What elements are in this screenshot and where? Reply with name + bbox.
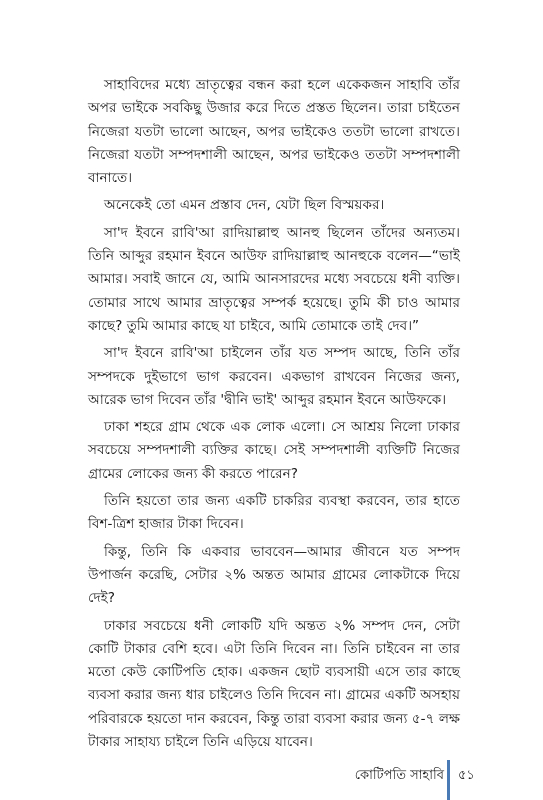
paragraph-6: তিনি হয়তো তার জন্য একটি চাকরির ব্যবস্থা করবেন, তার হাতে বিশ-ত্রিশ হাজার টাকা দিবেন। (88, 493, 460, 533)
page-footer (0, 760, 543, 800)
footer-divider (447, 760, 450, 800)
paragraph-1: সাহাবিদের মধ্যে ভ্রাতৃত্বের বন্ধন করা হলে একেকজন সাহাবি তাঁর অপর ভাইকে সবকিছু উজার করে দিতে প্রস্তত ছিলেন। তারা চাইতেন নিজেরা যতটা ভালো আছেন, অপর ভাইকেও ততটা ভালো রাখতে। নিজেরা যতটা সম্পদশালী আছেন, অপর ভাইকেও ততটা সম্পদশালী বানাতে। (88, 77, 460, 187)
paragraph-7: কিন্তু, তিনি কি একবার ভাববেন—আমার জীবনে যত সম্পদ উপার্জন করেছি, সেটার ২% অন্তত আমার গ্রামের লোকটাকে দিয়ে দেই? (88, 543, 460, 607)
paragraph-2: অনেকেই তো এমন প্রস্তাব দেন, যেটা ছিল বিস্ময়কর। (104, 197, 385, 214)
paragraph-8: ঢাকার সবচেয়ে ধনী লোকটি যদি অন্তত ২% সম্পদ দেন, সেটা কোটি টাকার বেশি হবে। এটা তিনি দিবেন না। তিনি চাইবেন না তার মতো কেউ কোটিপতি হোক। একজন ছোট ব্যবসায়ী এসে তার কাছে ব্যবসা করার জন্য ধার চাইলেও তিনি দিবেন না। গ্রামের একটি অসহায় পরিবারকে হয়তো দান করবেন, কিন্তু তারা ব্যবসা করার জন্য ৫-৭ লক্ষ টাকার সাহায্য চাইলে তিনি এড়িয়ে যাবেন। (88, 617, 460, 751)
paragraph-5: ঢাকা শহরে গ্রাম থেকে এক লোক এলো। সে আশ্রয় নিলো ঢাকার সবচেয়ে সম্পদশালী ব্যক্তির কাছে। সেই সম্পদশালী ব্যক্তিটি নিজের গ্রামের লোকের জন্য কী করতে পারেন? (88, 419, 460, 482)
running-title: কোটিপতি সাহাবি (354, 768, 444, 783)
paragraph-3: সা'দ ইবনে রাবি'আ রাদিয়াল্লাহু আনহু ছিলেন তাঁদের অন্যতম। তিনি আব্দুর রহমান ইবনে আউফ রাদিয়াল্লাহু আনহুকে বলেন—“ভাই আমার। সবাই জানে যে, আমি আনসারদের মধ্যে সবচেয়ে ধনী ব্যক্তি। তোমার সাথে আমার ভ্রাতৃত্বের সম্পর্ক হয়েছে। তুমি কী চাও আমার কাছে? তুমি আমার কাছে যা চাইবে, আমি তোমাকে তাই দেব।” (88, 224, 460, 334)
page-number: ৫১ (458, 768, 475, 783)
paragraph-4: সা'দ ইবনে রাবি'আ চাইলেন তাঁর যত সম্পদ আছে, তিনি তাঁর সম্পদকে দুইভাগে ভাগ করবেন। একভাগ রাখবেন নিজের জন্য, আরেক ভাগ দিবেন তাঁর 'দ্বীনি ভাই' আব্দুর রহমান ইবনে আউফকে। (88, 345, 460, 408)
page-body (88, 74, 460, 758)
